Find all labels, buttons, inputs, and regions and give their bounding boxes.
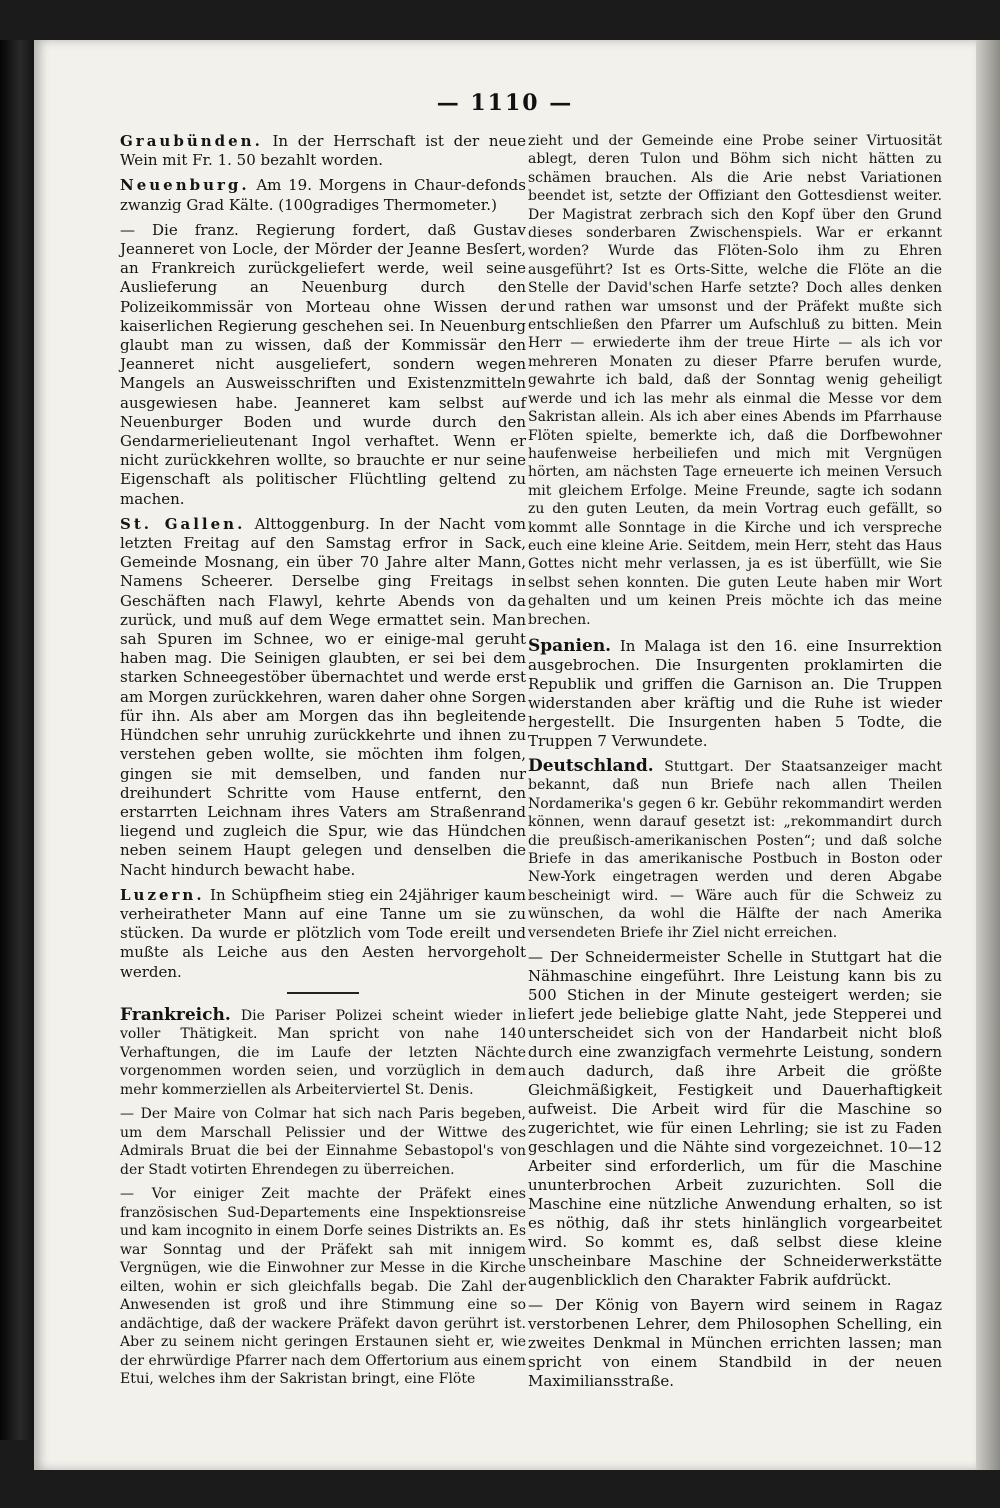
country-heading: Frankreich. [120,1004,231,1025]
place-heading: Graubünden. [120,132,263,150]
right-column [528,132,942,1397]
article-spanien [528,637,942,751]
article-frankreich-3: — Vor einiger Zeit machte der Präfekt eines französischen Sud-Departements eine Inspektionsreise und kam incognito in einem Dorfe seines Distrikts an. Es war Sonntag und der Präfekt sah mit innigem Vergnügen, wie die Einwohner zur Messe in die Kirche eilten, wohin er sich gleichfalls begab. Die Zahl der Anwesenden ist groß und ihre Stimmung eine so andächtige, daß der wackere Präfekt davon gerührt ist. Aber zu seinem nicht geringen Erstaunen sieht er, wie der ehrwürdige Pfarrer nach dem Offertorium aus einem Etui, welches ihm der Sakristan bringt, eine Flöte [120,1186,526,1388]
place-heading: St. Gallen. [120,514,246,533]
article-text: Die Pariser Polizei scheint wieder in voller Thätigkeit. Man spricht von nahe 140 Verhaftungen, die im Laufe der letzten Nächte vorgenommen worden seien, und vorzüglich in dem mehr kommerziellen als Arbeiterviertel St. Denis. [120,1007,526,1098]
article-frankreich-2: — Der Maire von Colmar hat sich nach Paris begeben, um dem Marschall Pelissier und der Wittwe des Admirals Bruat die bei der Einnahme Sebastopol's von der Stadt votirten Ehrendegen zu überreichen. [120,1106,526,1178]
article-continuation: zieht und der Gemeinde eine Probe seiner Virtuosität ablegt, deren Tulon und Böhm sich nicht hätten zu schämen brauchen. Als die Arie nebst Variationen beendet ist, setzte der Offiziant den Gottesdienst weiter. Der Magistrat zerbrach sich den Kopf über den Grund dieses sonderbaren Zwischenspiels. War er erkannt worden? Wurde das Flöten-Solo ihm zu Ehren ausgeführt? Ist es Orts-Sitte, welche die Flöte an die Stelle der David'schen Harfe setzte? Doch alles denken und rathen war umsonst und der Präfekt mußte sich entschließen den Pfarrer um Aufschluß zu bitten. Mein Herr — erwiederte ihm der treue Hirte — als ich vor mehreren Monaten zu dieser Pfarre berufen wurde, gewahrte ich bald, daß der Sonntag wenig geheiligt werde und ich las mehr als einmal die Messe vor dem Sakristan allein. Als ich aber eines Abends im Pfarrhause Flöten spielte, bemerkte ich, daß die Dorfbewohner haufenweise herbeiliefen und mich mit Vergnügen hörten, am nächsten Tage erneuerte ich meinen Versuch mit gleichem Erfolge. Meine Freunde, sagte ich sodann zu den guten Leuten, da mein Vortrag euch gefällt, so kommt alle Sonntage in die Kirche und ich verspreche euch eine kleine Arie. Seitdem, mein Herr, steht das Haus Gottes nicht mehr verlassen, ja es ist überfüllt, wie Sie selbst sehen konnten. Die guten Leute haben mir Wort gehalten und um keinen Preis möchte ich das meine brechen. [528,133,942,628]
article-frankreich [120,1006,526,1100]
place-heading: Luzern. [120,885,205,904]
article-text: In Schüpfheim stieg ein 24jähriger kaum verheiratheter Mann auf eine Tanne um sie zu stücken. Da wurde er plötzlich vom Tode ereilt und mußte als Leiche aus den Aesten hervorgeholt werden. [120,885,526,981]
newspaper-page [34,40,976,1470]
country-heading: Spanien. [528,635,612,656]
article-deutschland-3: — Der König von Bayern wird seinem in Ragaz verstorbenen Lehrer, dem Philosophen Schelling, ein zweites Denkmal in München errichten lassen; man spricht von einem Standbild in der neuen Maximiliansstraße. [528,1296,942,1391]
article-text: In der Herrschaft ist der neue Wein mit Fr. 1. 50 bezahlt worden. [120,132,526,170]
page-number: — 1110 — [436,90,574,116]
article-stgallen [120,515,526,880]
article-deutschland-2: — Der Schneidermeister Schelle in Stuttgart hat die Nähmaschine eingeführt. Ihre Leistung kann bis zu 500 Stichen in der Minute gesteigert werden; sie liefert jede beliebige glatte Naht, jede Stepperei und unterscheidet sich von der Handarbeit nicht bloß durch eine zwanzigfach vermehrte Leistung, sondern auch dadurch, daß ihre Arbeit die größte Gleichmäßigkeit, Festigkeit und Dauerhaftigkeit aufweist. Die Arbeit wird für die Maschine so zugerichtet, wie für einen Lehrling; sie ist zu Faden geschlagen und die Nähte sind vorgezeichnet. 10—12 Arbeiter sind erforderlich, um für die Maschine ununterbrochen Arbeit zuzurichten. Soll die Maschine eine nützliche Anwendung erhalten, so ist es nöthig, daß ihr stets hinlänglich vorgearbeitet wird. So kommt es, daß selbst diese kleine unscheinbare Maschine der Schneiderwerkstätte augenblicklich den Charakter Fabrik aufdrückt. [528,948,942,1290]
article-luzern [120,886,526,982]
article-text: Alttoggenburg. In der Nacht vom letzten Freitag auf den Samstag erfror in Sack, Gemeinde Mosnang, ein über 70 Jahre alter Mann, Namens Scheerer. Derselbe ging Freitags in Geschäften nach Flawyl, kehrte Abends von da zurück, und muß auf dem Wege ermattet sein. Man sah Spuren im Schnee, wo er einige-mal geruht haben mag. Die Seinigen glaubten, er sei bei dem starken Schneegestöber übernachtet und werde erst am Morgen zurückkehren, waren daher ohne Sorgen für ihn. Als aber am Morgen das ihn begleitende Hündchen sehr unruhig zurückkehrte und ihnen zu verstehen geben wollte, sie möchten ihm folgen, gingen sie mit demselben, und fanden nur dreihundert Schritte vom Hause entfernt, den erstarrten Leichnam ihres Vaters am Straßenrand liegend und zugleich die Spur, wie das Hündchen neben seinem Haupt gelegen und denselben die Nacht hindurch bewacht habe. [120,514,526,879]
article-text: In Malaga ist den 16. eine Insurrektion ausgebrochen. Die Insurgenten proklamirten die Republik und griffen die Garnison an. Die Truppen widerstanden aber kräftig und die Ruhe ist wieder hergestellt. Die Insurgenten haben 5 Todte, die Truppen 7 Verwundete. [528,636,942,750]
article-text: Am 19. Morgens in Chaur-defonds zwanzig Grad Kälte. (100gradiges Thermometer.) [120,176,526,214]
article-neuenburg [120,176,526,214]
article-neuenburg-2: — Die franz. Regierung fordert, daß Gustav Jeanneret von Locle, der Mörder der Jeanne Besſert, an Frankreich zurückgeliefert werde, weil seine Auslieferung an Neuenburg durch den Polizeikommissär von Morteau ohne Wissen der kaiserlichen Regierung geschehen sei. In Neuenburg glaubt man zu wissen, daß der Kommissär den Jeanneret nicht ausgeliefert, sondern wegen Mangels an Ausweisschriften und Existenzmitteln ausgewiesen habe. Jeanneret kam selbst auf Neuenburger Boden und wurde durch den Gendarmerielieutenant Ingol verhaftet. Wenn er nicht zurückkehren wollte, so brauchte er nur seine Eigenschaft als politischer Flüchtling geltend zu machen. [120,220,526,508]
place-heading: Neuenburg. [120,176,250,195]
article-text: Stuttgart. Der Staatsanzeiger macht bekannt, daß nun Briefe nach allen Theilen Nordamerika's gegen 6 kr. Gebühr rekommandirt werden können, wenn darauf gesetzt ist: „rekommandirt durch die preußisch-amerikanischen Posten“; und daß solche Briefe in das amerikanische Postbuch in Boston oder New-York eingetragen werden und deren Abgabe bescheinigt wird. — Wäre auch für die Schweiz zu wünschen, da wohl die Hälfte der nach Amerika versendeten Briefe ihr Ziel nicht erreichen. [528,758,943,941]
next-page-edge [976,40,1000,1470]
article-graubuenden [120,132,526,170]
section-divider [287,992,359,994]
article-deutschland [528,757,942,942]
left-column [120,132,526,1395]
book-spine [0,40,34,1440]
country-heading: Deutschland. [528,755,654,776]
